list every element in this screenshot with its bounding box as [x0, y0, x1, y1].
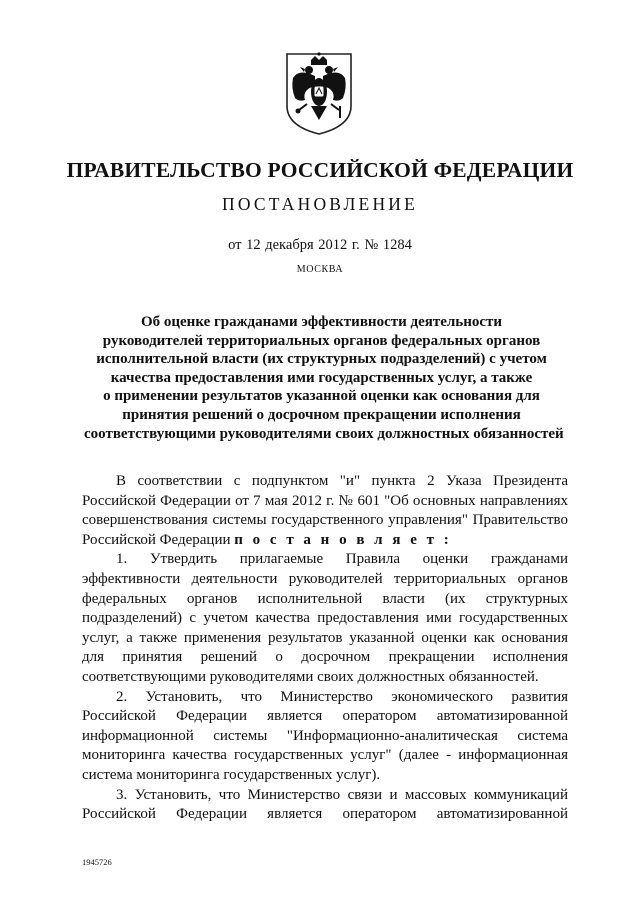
- heading-line: о применении результатов указанной оценки как основания для: [103, 388, 540, 405]
- body-line: 3. Установить, что Министерство связи и массовых коммуникаций: [116, 786, 568, 803]
- heading-line: руководителей территориальных органов федеральных органов: [102, 332, 541, 349]
- body-line: эффективности деятельности руководителей территориальных органов: [82, 570, 568, 587]
- body-line: информационной системы "Информационно-аналитическая система: [82, 727, 568, 744]
- body-line-resolves: [82, 531, 568, 551]
- body-line: для принятия решений о досрочном прекращении исполнения: [82, 649, 568, 666]
- body-line: Российской Федерации является оператором автоматизированной: [82, 708, 568, 725]
- government-title: ПРАВИТЕЛЬСТВО РОССИЙСКОЙ ФЕДЕРАЦИИ: [66, 158, 574, 182]
- heading-line: принятия решений о досрочном прекращении исполнения: [122, 406, 521, 423]
- page-identifier: 1945726: [82, 857, 112, 867]
- body-line: Российской Федерации: [82, 531, 231, 548]
- resolves-word: п о с т а н о в л я е т :: [234, 531, 452, 548]
- coat-of-arms-icon: [277, 48, 361, 136]
- body-line: совершенствования системы государственного управления" Правительство: [82, 512, 568, 529]
- heading-line: качества предоставления ими государственных услуг, а также: [110, 369, 533, 386]
- document-date-number: от 12 декабря 2012 г. № 1284: [228, 237, 412, 253]
- body-line: система мониторинга государственных услуг).: [82, 766, 381, 783]
- heading-line: соответствующими руководителями своих должностных обязанностей: [84, 425, 564, 442]
- body-line: 1. Утвердить прилагаемые Правила оценки гражданами: [116, 551, 568, 568]
- document-heading: [84, 313, 564, 443]
- heading-line: исполнительной власти (их структурных подразделений) с учетом: [96, 351, 547, 368]
- body-line: 2. Установить, что Министерство экономического развития: [116, 688, 568, 705]
- body-line: мониторинга качества государственных услуг" (далее - информационная: [82, 747, 568, 764]
- body-line: Российской Федерации является оператором автоматизированной: [82, 806, 568, 823]
- body-line: соответствующими руководителями своих должностных обязанностей.: [82, 668, 539, 685]
- body-line: федеральных органов исполнительной власти (их структурных: [82, 590, 568, 607]
- document-city: МОСКВА: [296, 264, 344, 275]
- document-body: [82, 472, 568, 825]
- body-line: В соответствии с подпунктом "и" пункта 2 Указа Президента: [116, 473, 568, 489]
- body-line: услуг, а также применения результатов указанной оценки как основания: [82, 629, 568, 646]
- body-line: Российской Федерации от 7 мая 2012 г. № 601 "Об основных направлениях: [82, 492, 568, 509]
- body-line: подразделений) с учетом качества предоставления ими государственных: [82, 610, 568, 627]
- document-type: ПОСТАНОВЛЕНИЕ: [221, 194, 419, 214]
- heading-line: Об оценке гражданами эффективности деятельности: [140, 314, 503, 330]
